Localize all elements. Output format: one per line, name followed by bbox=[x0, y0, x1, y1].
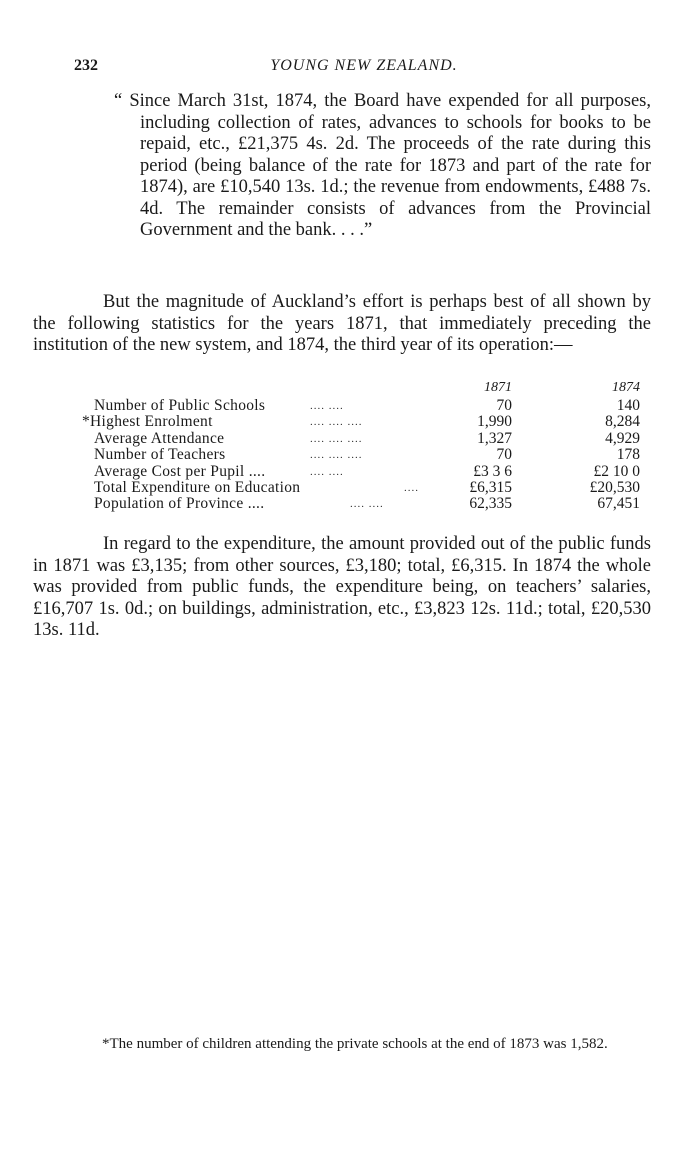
statistics-table-header bbox=[82, 380, 652, 398]
column-header-1874: 1874 bbox=[612, 380, 640, 395]
running-title: YOUNG NEW ZEALAND. bbox=[270, 57, 458, 74]
row-label: Average Cost per Pupil .... bbox=[94, 462, 266, 480]
value-1874: 67,451 bbox=[597, 495, 640, 513]
statistics-table bbox=[82, 380, 652, 513]
quote-text: “ Since March 31st, 1874, the Board have expended for all purposes, including collection of rates, advances to schools for books to be repaid, etc., £21,375 4s. 2d. The proceeds of the rate during this period (being balance of the rate for 1873 and part of the rate for 1874), are £10,540 13s. 1d.; the revenue from endowments, £488 7s. 4d. The remainder consists of advances from the Provincial Government and the bank. . . .” bbox=[114, 91, 651, 240]
dot-leader: .... bbox=[404, 481, 419, 494]
footnote-text: *The number of children attending the private schools at the end of 1873 was 1,582. bbox=[102, 1036, 608, 1052]
table-row bbox=[82, 464, 652, 480]
intro-text: But the magnitude of Auckland’s effort is perhaps best of all shown by the following statistics for the years 1871, that immediately preceding the institution of the new system, and 1874, the third year of its operation:— bbox=[33, 292, 651, 355]
intro-paragraph bbox=[33, 292, 651, 357]
table-row bbox=[82, 398, 652, 414]
value-1871: 70 bbox=[496, 397, 512, 414]
row-label: Number of Public Schools bbox=[94, 397, 266, 414]
column-header-1871: 1871 bbox=[484, 380, 512, 395]
value-1874: 178 bbox=[616, 446, 640, 464]
table-row bbox=[82, 447, 652, 463]
table-row bbox=[82, 480, 652, 496]
value-1874: £2 10 0 bbox=[593, 462, 640, 480]
value-1871: 62,335 bbox=[469, 495, 512, 513]
expenditure-paragraph bbox=[33, 534, 651, 642]
dot-leader: .... .... .... bbox=[310, 416, 363, 429]
quoted-report-paragraph bbox=[86, 91, 651, 242]
row-label: Average Attendance bbox=[94, 429, 225, 447]
expenditure-text: In regard to the expenditure, the amount provided out of the public funds in 1871 was £3,135; from other sources, £3,180; total, £6,315. In 1874 the whole was provided from public funds, the expenditure being, on teachers’ salaries, £16,707 1s. 0d.; on buildings, administration, etc., £3,823 12s. 11d.; total, £20,530 13s. 11d. bbox=[33, 534, 651, 640]
page-header bbox=[74, 57, 654, 79]
value-1871: £6,315 bbox=[469, 478, 512, 496]
footnote bbox=[72, 1035, 664, 1054]
value-1874: 140 bbox=[616, 397, 640, 414]
table-row bbox=[82, 496, 652, 512]
dot-leader: .... .... .... bbox=[310, 449, 363, 462]
value-1871: 1,327 bbox=[477, 429, 512, 447]
row-label: Total Expenditure on Education bbox=[94, 478, 301, 496]
dot-leader: .... .... bbox=[310, 465, 344, 478]
table-row bbox=[82, 414, 652, 430]
dot-leader: .... .... bbox=[310, 400, 344, 412]
row-label: Number of Teachers bbox=[94, 446, 226, 464]
value-1874: 8,284 bbox=[605, 413, 640, 431]
row-label: Population of Province .... bbox=[94, 495, 265, 513]
dot-leader: .... .... .... bbox=[310, 432, 363, 445]
value-1874: 4,929 bbox=[605, 429, 640, 447]
table-row bbox=[82, 431, 652, 447]
row-label: *Highest Enrolment bbox=[82, 413, 213, 431]
page-number: 232 bbox=[74, 57, 98, 74]
value-1871: 70 bbox=[496, 446, 512, 464]
value-1871: 1,990 bbox=[477, 413, 512, 431]
dot-leader: .... .... bbox=[350, 498, 384, 511]
value-1871: £3 3 6 bbox=[473, 462, 512, 480]
value-1874: £20,530 bbox=[589, 478, 640, 496]
